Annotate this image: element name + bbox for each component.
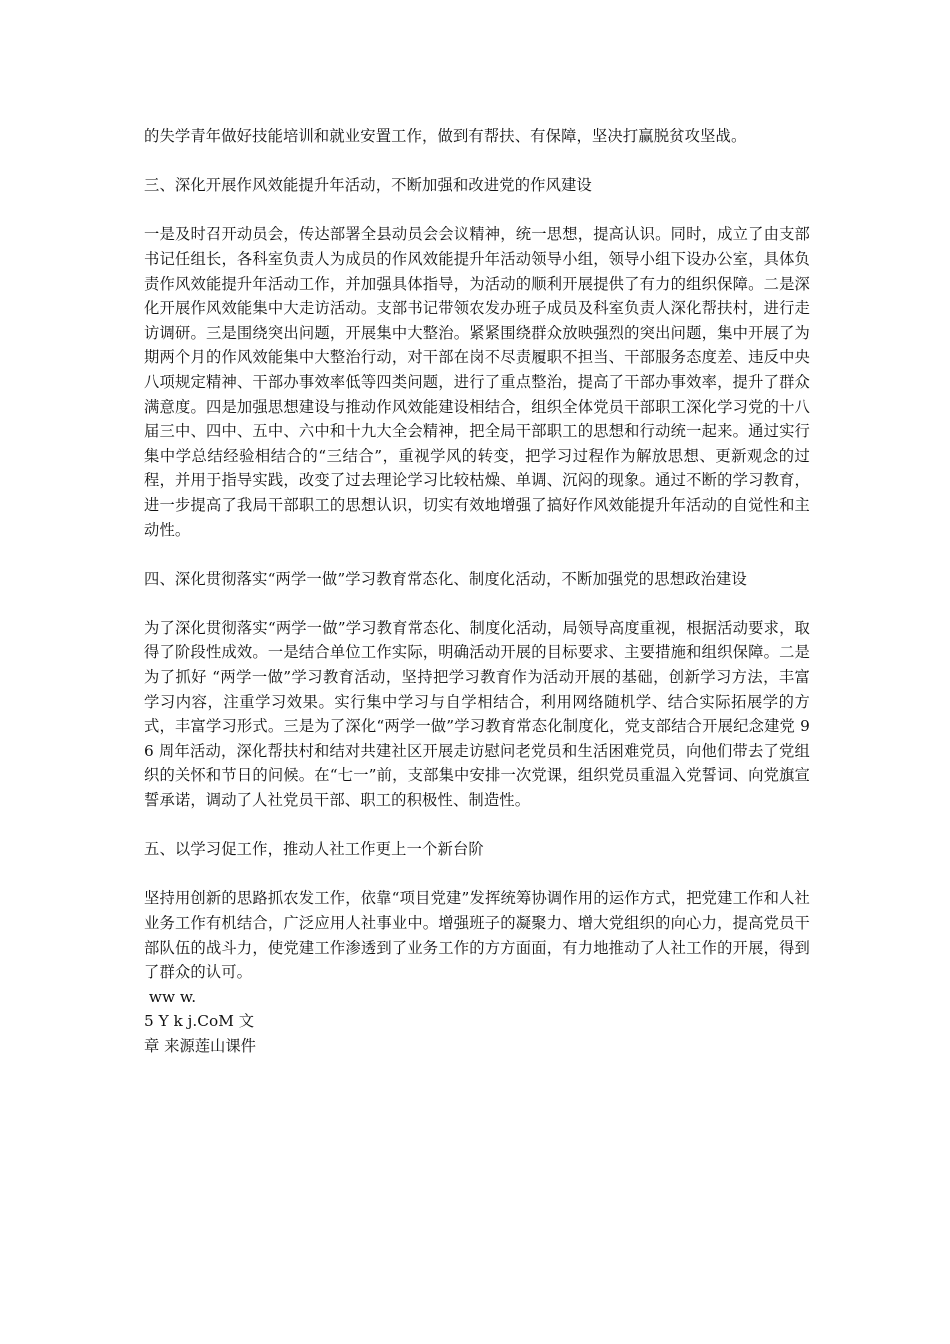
paragraph-section-4: 为了深化贯彻落实“两学一做”学习教育常态化、制度化活动，局领导高度重视，根据活动要求，取得了阶段性成效。一是结合单位工作实际，明确活动开展的目标要求、主要措施和组织保障。二是为了抓好 “两学一做”学习教育活动，坚持把学习教育作为活动开展的基础，创新学习方法，丰富学习内容，注重学习效果。实行集中学习与自学相结合，利用网络随机学、结合实际拓展学的方式，丰富学习形式。三是为了深化“两学一做”学习教育常态化制度化，党支部结合开展纪念建党 96 周年活动，深化帮扶村和结对共建社区开展走访慰问老党员和生活困难党员，向他们带去了党组织的关怀和节日的问候。在“七一”前，支部集中安排一次党课，组织党员重温入党誓词、向党旗宣誓承诺，调动了人社党员干部、职工的积极性、制造性。 xyxy=(144,618,810,810)
source-footer-line-2: 5 Y k j.CoM 文 xyxy=(144,1012,255,1031)
paragraph-gap xyxy=(144,813,810,838)
paragraph-section-3: 一是及时召开动员会，传达部署全县动员会会议精神，统一思想，提高认识。同时，成立了由支部书记任组长，各科室负责人为成员的作风效能提升年活动领导小组，领导小组下设办公室，具体负责作风效能提升年活动工作，并加强具体指导，为活动的顺利开展提供了有力的组织保障。二是深化开展作风效能集中大走访活动。支部书记带领农发办班子成员及科室负责人深化帮扶村，进行走访调研。三是围绕突出问题，开展集中大整治。紧紧围绕群众放映强烈的突出问题，集中开展了为期两个月的作风效能集中大整治行动，对干部在岗不尽责履职不担当、干部服务态度差、违反中央八项规定精神、干部办事效率低等四类问题，进行了重点整治，提高了干部办事效率，提升了群众满意度。四是加强思想建设与推动作风效能建设相结合，组织全体党员干部职工深化学习党的十八届三中、四中、五中、六中和十九大全会精神，把全局干部职工的思想和行动统一起来。通过实行集中学总结经验相结合的“三结合”，重视学风的转变，把学习过程作为解放思想、更新观念的过程，并用于指导实践，改变了过去理论学习比较枯燥、单调、沉闷的现象。通过不断的学习教育，进一步提高了我局干部职工的思想认识，切实有效地增强了搞好作风效能提升年活动的自觉性和主动性。 xyxy=(144,225,810,539)
paragraph-gap xyxy=(144,862,810,887)
paragraph-section-5: 坚持用创新的思路抓农发工作，依靠“项目党建”发挥统筹协调作用的运作方式，把党建工作和人社业务工作有机结合，广泛应用人社事业中。增强班子的凝聚力、增大党组织的向心力，提高党员干部队伍的战斗力，使党建工作渗透到了业务工作的方方面面，有力地推动了人社工作的开展，得到了群众的认可。 xyxy=(144,889,810,982)
section-heading-3: 三、深化开展作风效能提升年活动，不断加强和改进党的作风建设 xyxy=(144,176,592,195)
paragraph-gap xyxy=(144,198,810,223)
section-heading-5: 五、以学习促工作，推动人社工作更上一个新台阶 xyxy=(144,840,484,859)
paragraph-gap xyxy=(144,591,810,616)
paragraph-gap xyxy=(144,149,810,174)
document-page xyxy=(144,124,810,1059)
paragraph-gap xyxy=(144,542,810,567)
source-footer-line-1: ww w. xyxy=(144,987,197,1006)
section-heading-4: 四、深化贯彻落实“两学一做”学习教育常态化、制度化活动，不断加强党的思想政治建设 xyxy=(144,569,747,588)
source-footer-line-3: 章 来源莲山课件 xyxy=(144,1036,256,1055)
paragraph-intro: 的失学青年做好技能培训和就业安置工作，做到有帮扶、有保障，坚决打赢脱贫攻坚战。 xyxy=(144,127,747,145)
